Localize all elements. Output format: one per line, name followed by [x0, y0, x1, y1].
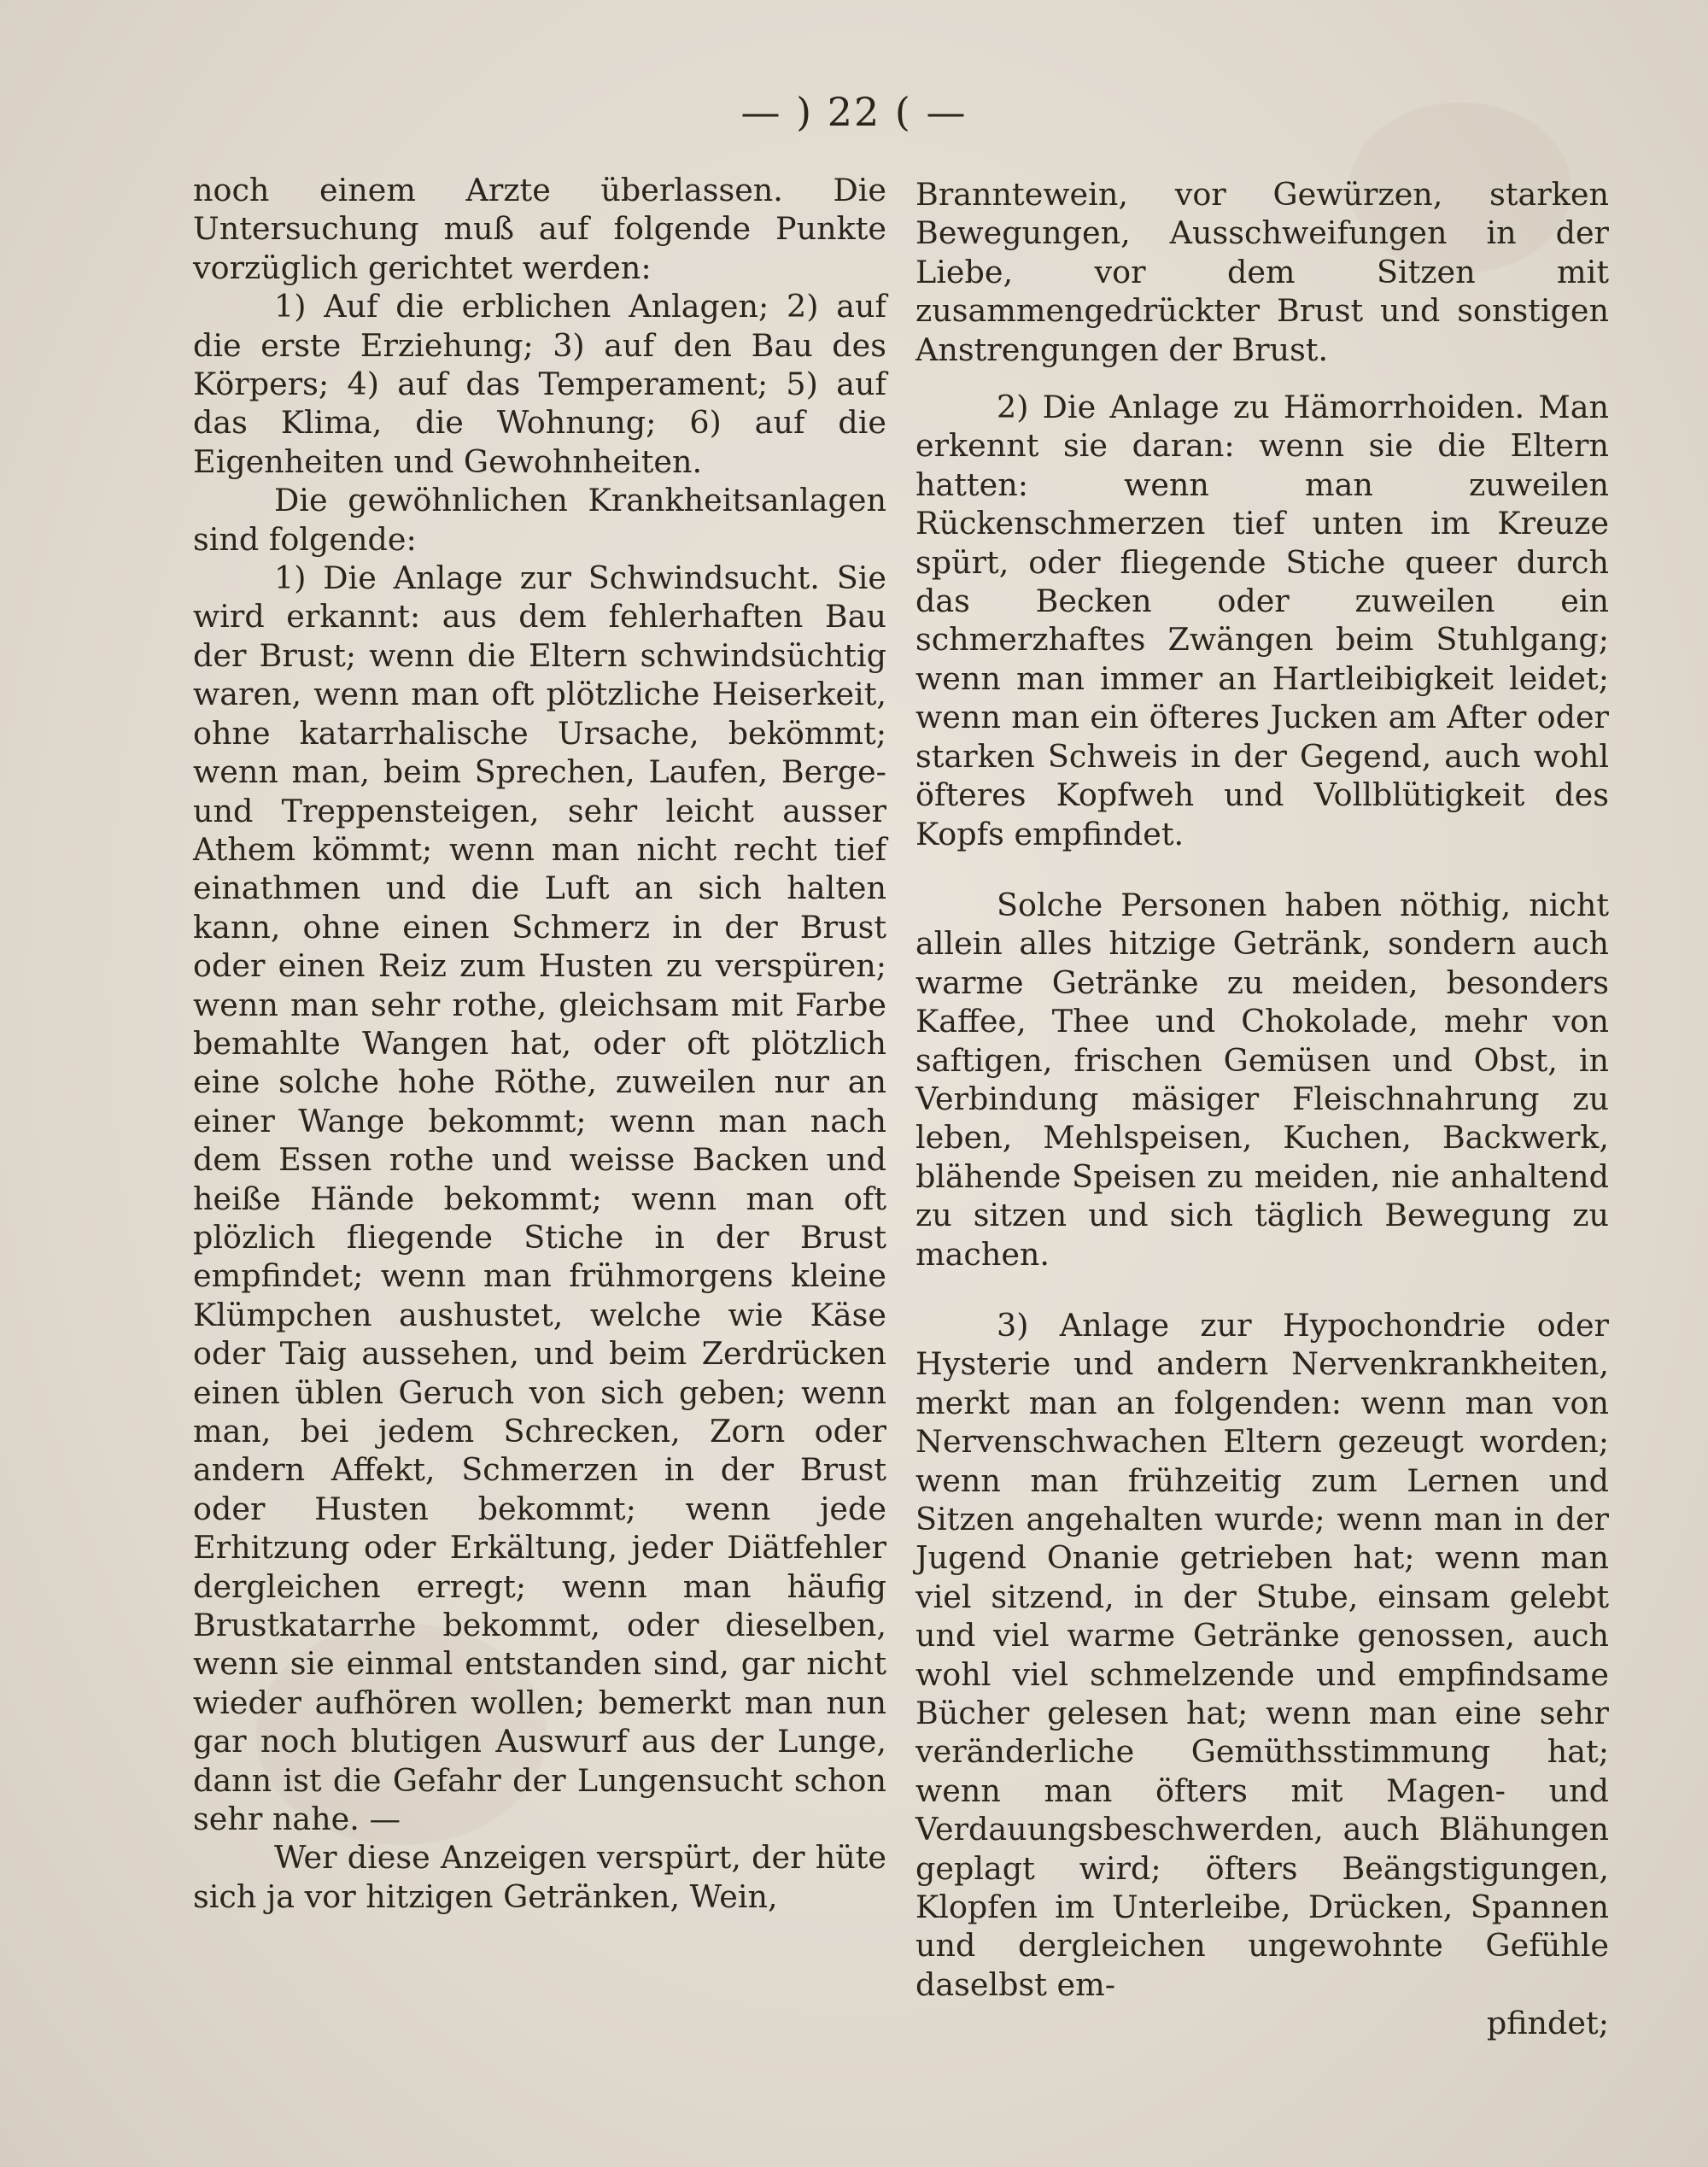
right-column	[915, 175, 1609, 2043]
paragraph: Branntewein, vor Gewürzen, starken Bewegungen, Ausschweifungen in der Liebe, vor dem Sitzen mit zusammengedrückter Brust und sonstigen Anstrengungen der Brust.	[915, 176, 1609, 368]
paragraph: Solche Personen haben nöthig, nicht allein alles hitzige Getränk, sondern auch warme Getränke zu meiden, besonders Kaffee, Thee und Chokolade, mehr von saftigen, frischen Gemüsen und Obst, in Verbindung mäsiger Fleischnahrung zu leben, Mehlspeisen, Kuchen, Backwerk, blähende Speisen zu meiden, nie anhaltend zu sitzen und sich täglich Bewegung zu machen.	[915, 886, 1609, 1273]
paragraph: 3) Anlage zur Hypochondrie oder Hysterie und andern Nervenkrankheiten, merkt man an folgenden: wenn man von Nervenschwachen Eltern gezeugt worden; wenn man frühzeitig zum Lernen und Sitzen angehalten wurde; wenn man in der Jugend Onanie getrieben hat; wenn man viel sitzend, in der Stube, einsam gelebt und viel warme Getränke genossen, auch wohl viel schmelzende und empfindsame Bücher gelesen hat; wenn man eine sehr veränderliche Gemüthsstimmung hat; wenn man öfters mit Magen- und Verdauungsbeschwerden, auch Blähungen geplagt wird; öfters Beängstigungen, Klopfen im Unterleibe, Drücken, Spannen und dergleichen ungewohnte Gefühle daselbst em-	[915, 1306, 1609, 2003]
paragraph: Wer diese Anzeigen verspürt, der hüte sich ja vor hitzigen Getränken, Wein,	[193, 1839, 886, 1915]
paragraph: pfindet;	[1486, 2005, 1609, 2042]
page-number-header: — ) 22 ( —	[740, 89, 968, 135]
paragraph: Die gewöhnlichen Krankheitsanlagen sind folgende:	[193, 482, 886, 558]
paragraph: 1) Die Anlage zur Schwindsucht. Sie wird erkannt: aus dem fehlerhaften Bau der Brust; wenn die Eltern schwindsüchtig waren, wenn man oft plötzliche Heiserkeit, ohne katarrhalische Ursache, bekömmt; wenn man, beim Sprechen, Laufen, Berge- und Treppensteigen, sehr leicht ausser Athem kömmt; wenn man nicht recht tief einathmen und die Luft an sich halten kann, ohne einen Schmerz in der Brust oder einen Reiz zum Husten zu verspüren; wenn man sehr rothe, gleichsam mit Farbe bemahlte Wangen hat, oder oft plötzlich eine solche hohe Röthe, zuweilen nur an einer Wange bekommt; wenn man nach dem Essen rothe und weisse Backen und heiße Hände bekommt; wenn man oft plözlich fliegende Stiche in der Brust empfindet; wenn man frühmorgens kleine Klümpchen aushustet, welche wie Käse oder Taig aussehen, und beim Zerdrücken einen üblen Geruch von sich geben; wenn man, bei jedem Schrecken, Zorn oder andern Affekt, Schmerzen in der Brust oder Husten bekommt; wenn jede Erhitzung oder Erkältung, jeder Diätfehler dergleichen erregt; wenn man häufig Brustkatarrhe bekommt, oder dieselben, wenn sie einmal entstanden sind, gar nicht wieder aufhören wollen; bemerkt man nun gar noch blutigen Auswurf aus der Lunge, dann ist die Gefahr der Lungensucht schon sehr nahe. —	[193, 559, 886, 1838]
paragraph: 1) Auf die erblichen Anlagen; 2) auf die erste Erziehung; 3) auf den Bau des Körpers; 4) auf das Temperament; 5) auf das Klima, die Wohnung; 6) auf die Eigenheiten und Gewohnheiten.	[193, 288, 886, 480]
paragraph: noch einem Arzte überlassen. Die Untersuchung muß auf folgende Punkte vorzüglich gerichtet werden:	[193, 172, 886, 286]
left-column	[193, 171, 886, 1916]
paragraph: 2) Die Anlage zu Hämorrhoiden. Man erkennt sie daran: wenn sie die Eltern hatten: wenn man zuweilen Rückenschmerzen tief unten im Kreuze spürt, oder fliegende Stiche queer durch das Becken oder zuweilen ein schmerzhaftes Zwängen beim Stuhlgang; wenn man immer an Hartleibigkeit leidet; wenn man ein öfteres Jucken am After oder starken Schweis in der Gegend, auch wohl öfteres Kopfweh und Vollblütigkeit des Kopfs empfindet.	[915, 389, 1609, 852]
